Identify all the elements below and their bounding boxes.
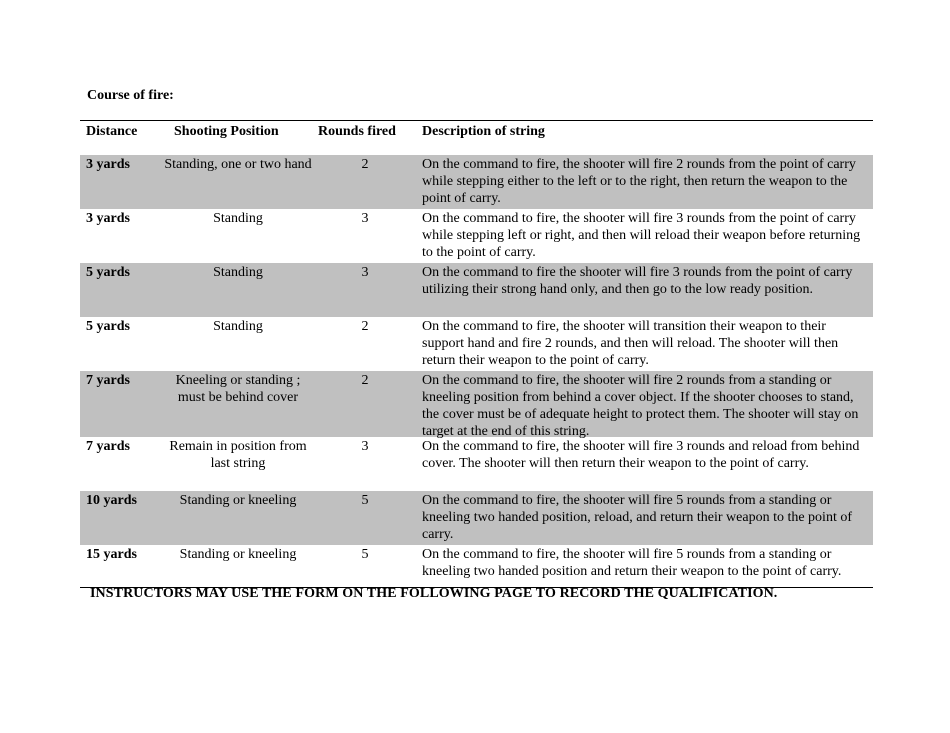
table-row [80, 209, 873, 263]
description-cell: On the command to fire, the shooter will fire 5 rounds from a standing or kneeling two handed position, reload, and return their weapon to the point of carry. [422, 493, 853, 542]
header-distance: Distance [86, 124, 138, 139]
description-cell: On the command to fire, the shooter will fire 5 rounds from a standing or kneeling two handed position and return their weapon to the point of carry. [422, 547, 842, 579]
rounds-cell: 3 [361, 211, 369, 226]
header-rounds-fired: Rounds fired [318, 124, 396, 139]
position-cell: Standing or kneeling [179, 493, 297, 508]
table-row [80, 437, 873, 491]
description-cell: On the command to fire, the shooter will fire 2 rounds from the point of carry while stepping either to the left or to the right, then return the weapon to the point of carry. [422, 157, 856, 206]
rounds-cell: 2 [361, 157, 369, 172]
header-shooting-position: Shooting Position [174, 124, 279, 139]
table-row [80, 155, 873, 209]
distance-cell: 7 yards [86, 439, 130, 454]
table-header-row [80, 121, 873, 155]
distance-cell: 3 yards [86, 157, 130, 172]
distance-cell: 3 yards [86, 211, 130, 226]
table-row [80, 491, 873, 545]
distance-cell: 5 yards [86, 265, 130, 280]
distance-cell: 5 yards [86, 319, 130, 334]
position-cell: Standing [213, 265, 263, 280]
table-row [80, 545, 873, 587]
description-cell: On the command to fire, the shooter will fire 3 rounds and reload from behind cover. The shooter will then return their weapon to the point of carry. [422, 439, 860, 471]
table-row [80, 371, 873, 437]
rounds-cell: 3 [361, 265, 369, 280]
rounds-cell: 5 [361, 547, 369, 562]
description-cell: On the command to fire, the shooter will transition their weapon to their support hand and fire 2 rounds, and then will reload. The shooter will then return their weapon to the point of carry. [422, 319, 839, 368]
position-cell: Remain in position from last string [169, 439, 307, 471]
description-cell: On the command to fire, the shooter will fire 2 rounds from a standing or kneeling position from behind a cover object. If the shooter chooses to stand, the cover must be of adequate height to protect them. The shooter will stay on target at the end of this string. [422, 373, 859, 439]
table-row [80, 317, 873, 371]
distance-cell: 15 yards [86, 547, 137, 562]
position-cell: Standing [213, 319, 263, 334]
course-of-fire-heading: Course of fire: [87, 88, 174, 103]
rounds-cell: 2 [361, 373, 369, 388]
table-row [80, 263, 873, 317]
description-cell: On the command to fire, the shooter will fire 3 rounds from the point of carry while stepping left or right, and then will reload their weapon before returning to the point of carry. [422, 211, 861, 260]
position-cell: Standing [213, 211, 263, 226]
rounds-cell: 2 [361, 319, 369, 334]
rounds-cell: 5 [361, 493, 369, 508]
position-cell: Standing or kneeling [179, 547, 297, 562]
distance-cell: 7 yards [86, 373, 130, 388]
course-of-fire-table [80, 120, 873, 588]
rounds-cell: 3 [361, 439, 369, 454]
description-cell: On the command to fire the shooter will fire 3 rounds from the point of carry utilizing their strong hand only, and then go to the low ready position. [422, 265, 853, 297]
instructors-note: INSTRUCTORS MAY USE THE FORM ON THE FOLLOWING PAGE TO RECORD THE QUALIFICATION. [90, 586, 778, 601]
header-description: Description of string [422, 124, 545, 139]
position-cell: Standing, one or two hand [164, 157, 312, 172]
position-cell: Kneeling or standing ; must be behind cover [175, 373, 301, 405]
distance-cell: 10 yards [86, 493, 137, 508]
